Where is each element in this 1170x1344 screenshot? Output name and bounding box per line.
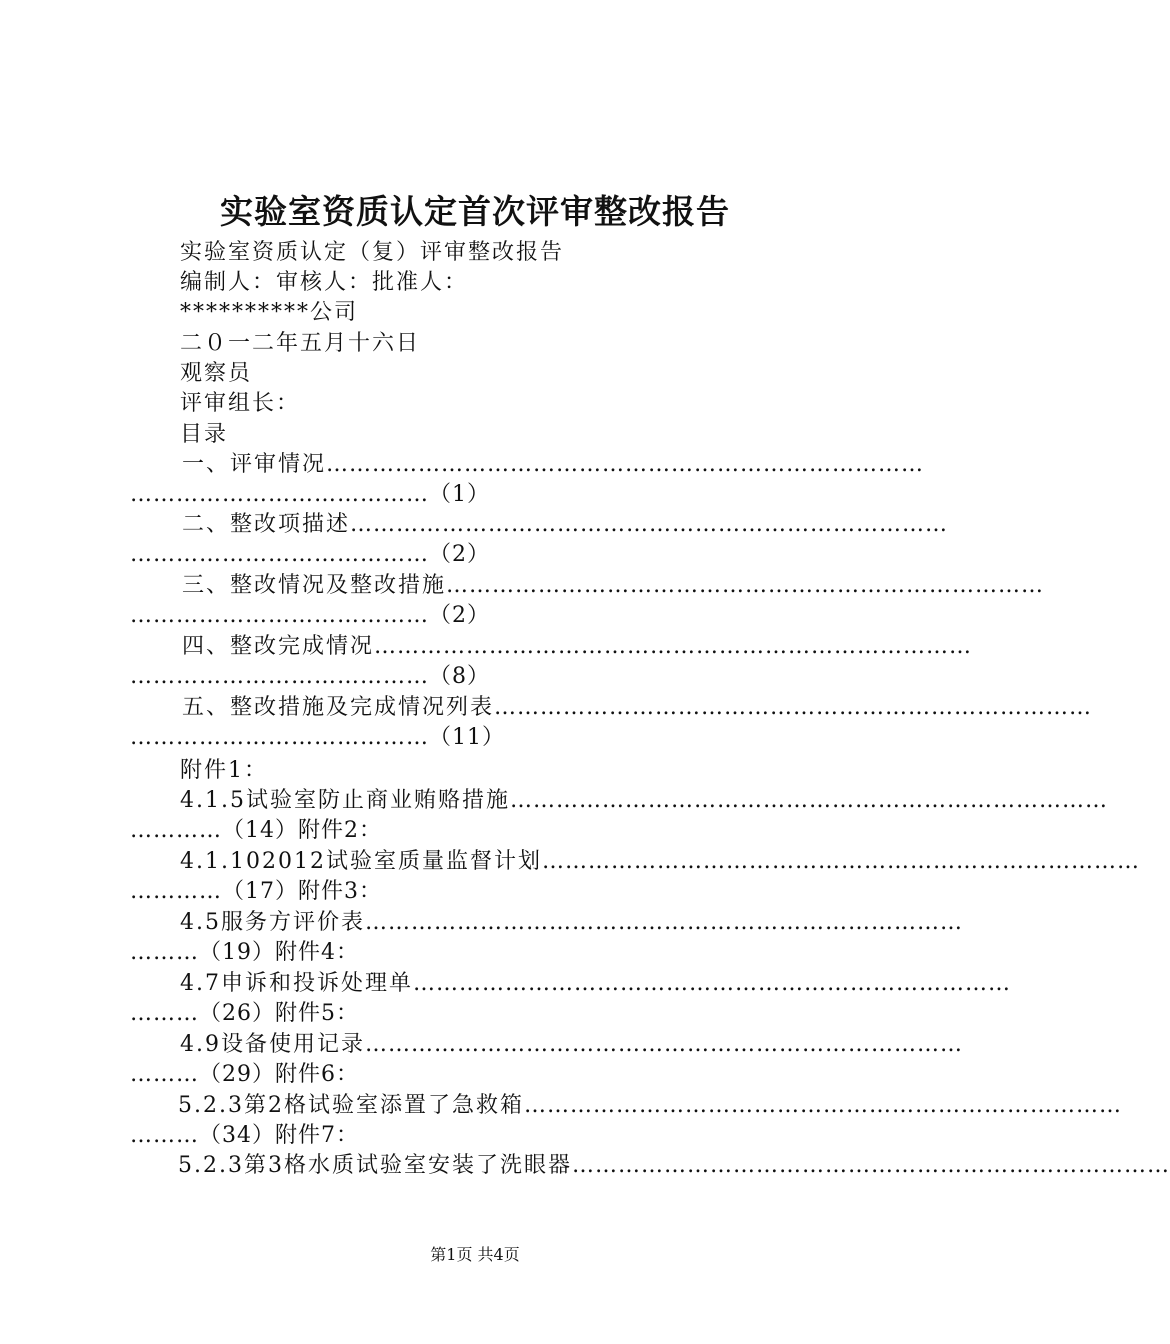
toc-entry-title: 四、整改完成情况 xyxy=(182,634,375,659)
toc-entry-title: 一、评审情况 xyxy=(182,452,327,477)
toc-entry[interactable] xyxy=(130,510,949,570)
appendix-entry-title: 4.1.102012试验室质量监督计划 xyxy=(180,849,542,874)
appendix-entry[interactable] xyxy=(130,847,1140,907)
team-leader-line: 评审组长： xyxy=(180,391,301,416)
toc-leader-dots: …………………………………………………………………… xyxy=(365,910,963,935)
toc-entry-title: 五、整改措施及完成情况列表 xyxy=(182,695,495,720)
toc-leader-dots: …………………………………………………………………… xyxy=(541,849,1140,874)
appendix-entry-page: （34）附件7： xyxy=(199,1123,359,1148)
appendix-entry-title: 5.2.3第3格水质试验室安装了洗眼器 xyxy=(178,1153,572,1178)
page-title: 实验室资质认定首次评审整改报告 xyxy=(220,192,730,231)
appendix-entry-page: （19）附件4： xyxy=(199,940,359,965)
toc-leader-dots: …………………………………………………………………… xyxy=(326,452,925,477)
appendix-entry-page: （14）附件2： xyxy=(222,818,382,843)
appendix-entry-title: 4.5服务方评价表 xyxy=(180,910,365,935)
toc-leader-dots: ………………………………… xyxy=(130,603,429,628)
toc-entry[interactable] xyxy=(130,571,1045,631)
appendix-entry-page: （26）附件5： xyxy=(199,1001,359,1026)
toc-leader-dots: ………… xyxy=(130,879,222,904)
authors-line: 编制人：审核人：批准人： xyxy=(180,270,469,295)
appendix-entry-title: 5.2.3第2格试验室添置了急救箱 xyxy=(178,1093,524,1118)
toc-entry-title: 三、整改情况及整改措施 xyxy=(182,573,447,598)
subtitle-line: 实验室资质认定（复）评审整改报告 xyxy=(180,240,565,265)
appendix-entry[interactable] xyxy=(130,908,963,968)
toc-leader-dots: …………………………………………………………………… xyxy=(365,1032,963,1057)
appendix-entry[interactable] xyxy=(130,969,1011,1029)
toc-entry-page: （2） xyxy=(429,542,490,567)
toc-leader-dots: …………………………………………………………………… xyxy=(494,695,1093,720)
toc-entry[interactable] xyxy=(130,693,1093,753)
appendix-entry-title: 4.1.5试验室防止商业贿赂措施 xyxy=(180,788,510,813)
appendix-entry[interactable] xyxy=(130,786,1108,846)
toc-leader-dots: ………………………………… xyxy=(130,725,429,750)
toc-leader-dots: ………………………………… xyxy=(130,542,429,567)
toc-leader-dots: ………… xyxy=(130,818,222,843)
toc-entry-page: （11） xyxy=(429,725,505,750)
toc-leader-dots: ……… xyxy=(130,1001,199,1026)
toc-leader-dots: …………………………………………………………………… xyxy=(571,1153,1170,1178)
toc-leader-dots: ……… xyxy=(130,940,199,965)
appendix-entry[interactable] xyxy=(130,1030,963,1090)
toc-entry-page: （8） xyxy=(429,664,490,689)
appendix-label: 附件1： xyxy=(180,758,268,783)
appendix-entry[interactable] xyxy=(130,1151,1170,1181)
observer-line: 观察员 xyxy=(180,361,253,386)
appendix-entry-page: （29）附件6： xyxy=(199,1062,359,1087)
toc-entry-title: 二、整改项描述 xyxy=(182,512,351,537)
appendix-entry-page: （17）附件3： xyxy=(222,879,382,904)
toc-leader-dots: …………………………………………………………………… xyxy=(523,1093,1122,1118)
toc-leader-dots: ……… xyxy=(130,1062,199,1087)
toc-entry-page: （1） xyxy=(429,482,490,507)
appendix-entry-title: 4.9设备使用记录 xyxy=(180,1032,365,1057)
company-line: **********公司 xyxy=(180,300,359,325)
toc-entry[interactable] xyxy=(130,450,925,510)
toc-leader-dots: …………………………………………………………………… xyxy=(350,512,949,537)
toc-heading: 目录 xyxy=(180,422,229,447)
appendix-entry[interactable] xyxy=(130,1091,1122,1151)
toc-leader-dots: ………………………………… xyxy=(130,482,429,507)
page-footer: 第1页 共4页 xyxy=(430,1245,520,1264)
toc-leader-dots: …………………………………………………………………… xyxy=(509,788,1108,813)
toc-leader-dots: …………………………………………………………………… xyxy=(413,971,1011,996)
toc-entry[interactable] xyxy=(130,632,973,692)
toc-entry-page: （2） xyxy=(429,603,490,628)
toc-leader-dots: …………………………………………………………………… xyxy=(374,634,973,659)
date-line: 二０一二年五月十六日 xyxy=(180,331,421,356)
toc-leader-dots: …………………………………………………………………… xyxy=(446,573,1045,598)
toc-leader-dots: ………………………………… xyxy=(130,664,429,689)
toc-leader-dots: ……… xyxy=(130,1123,199,1148)
appendix-entry-title: 4.7申诉和投诉处理单 xyxy=(180,971,413,996)
